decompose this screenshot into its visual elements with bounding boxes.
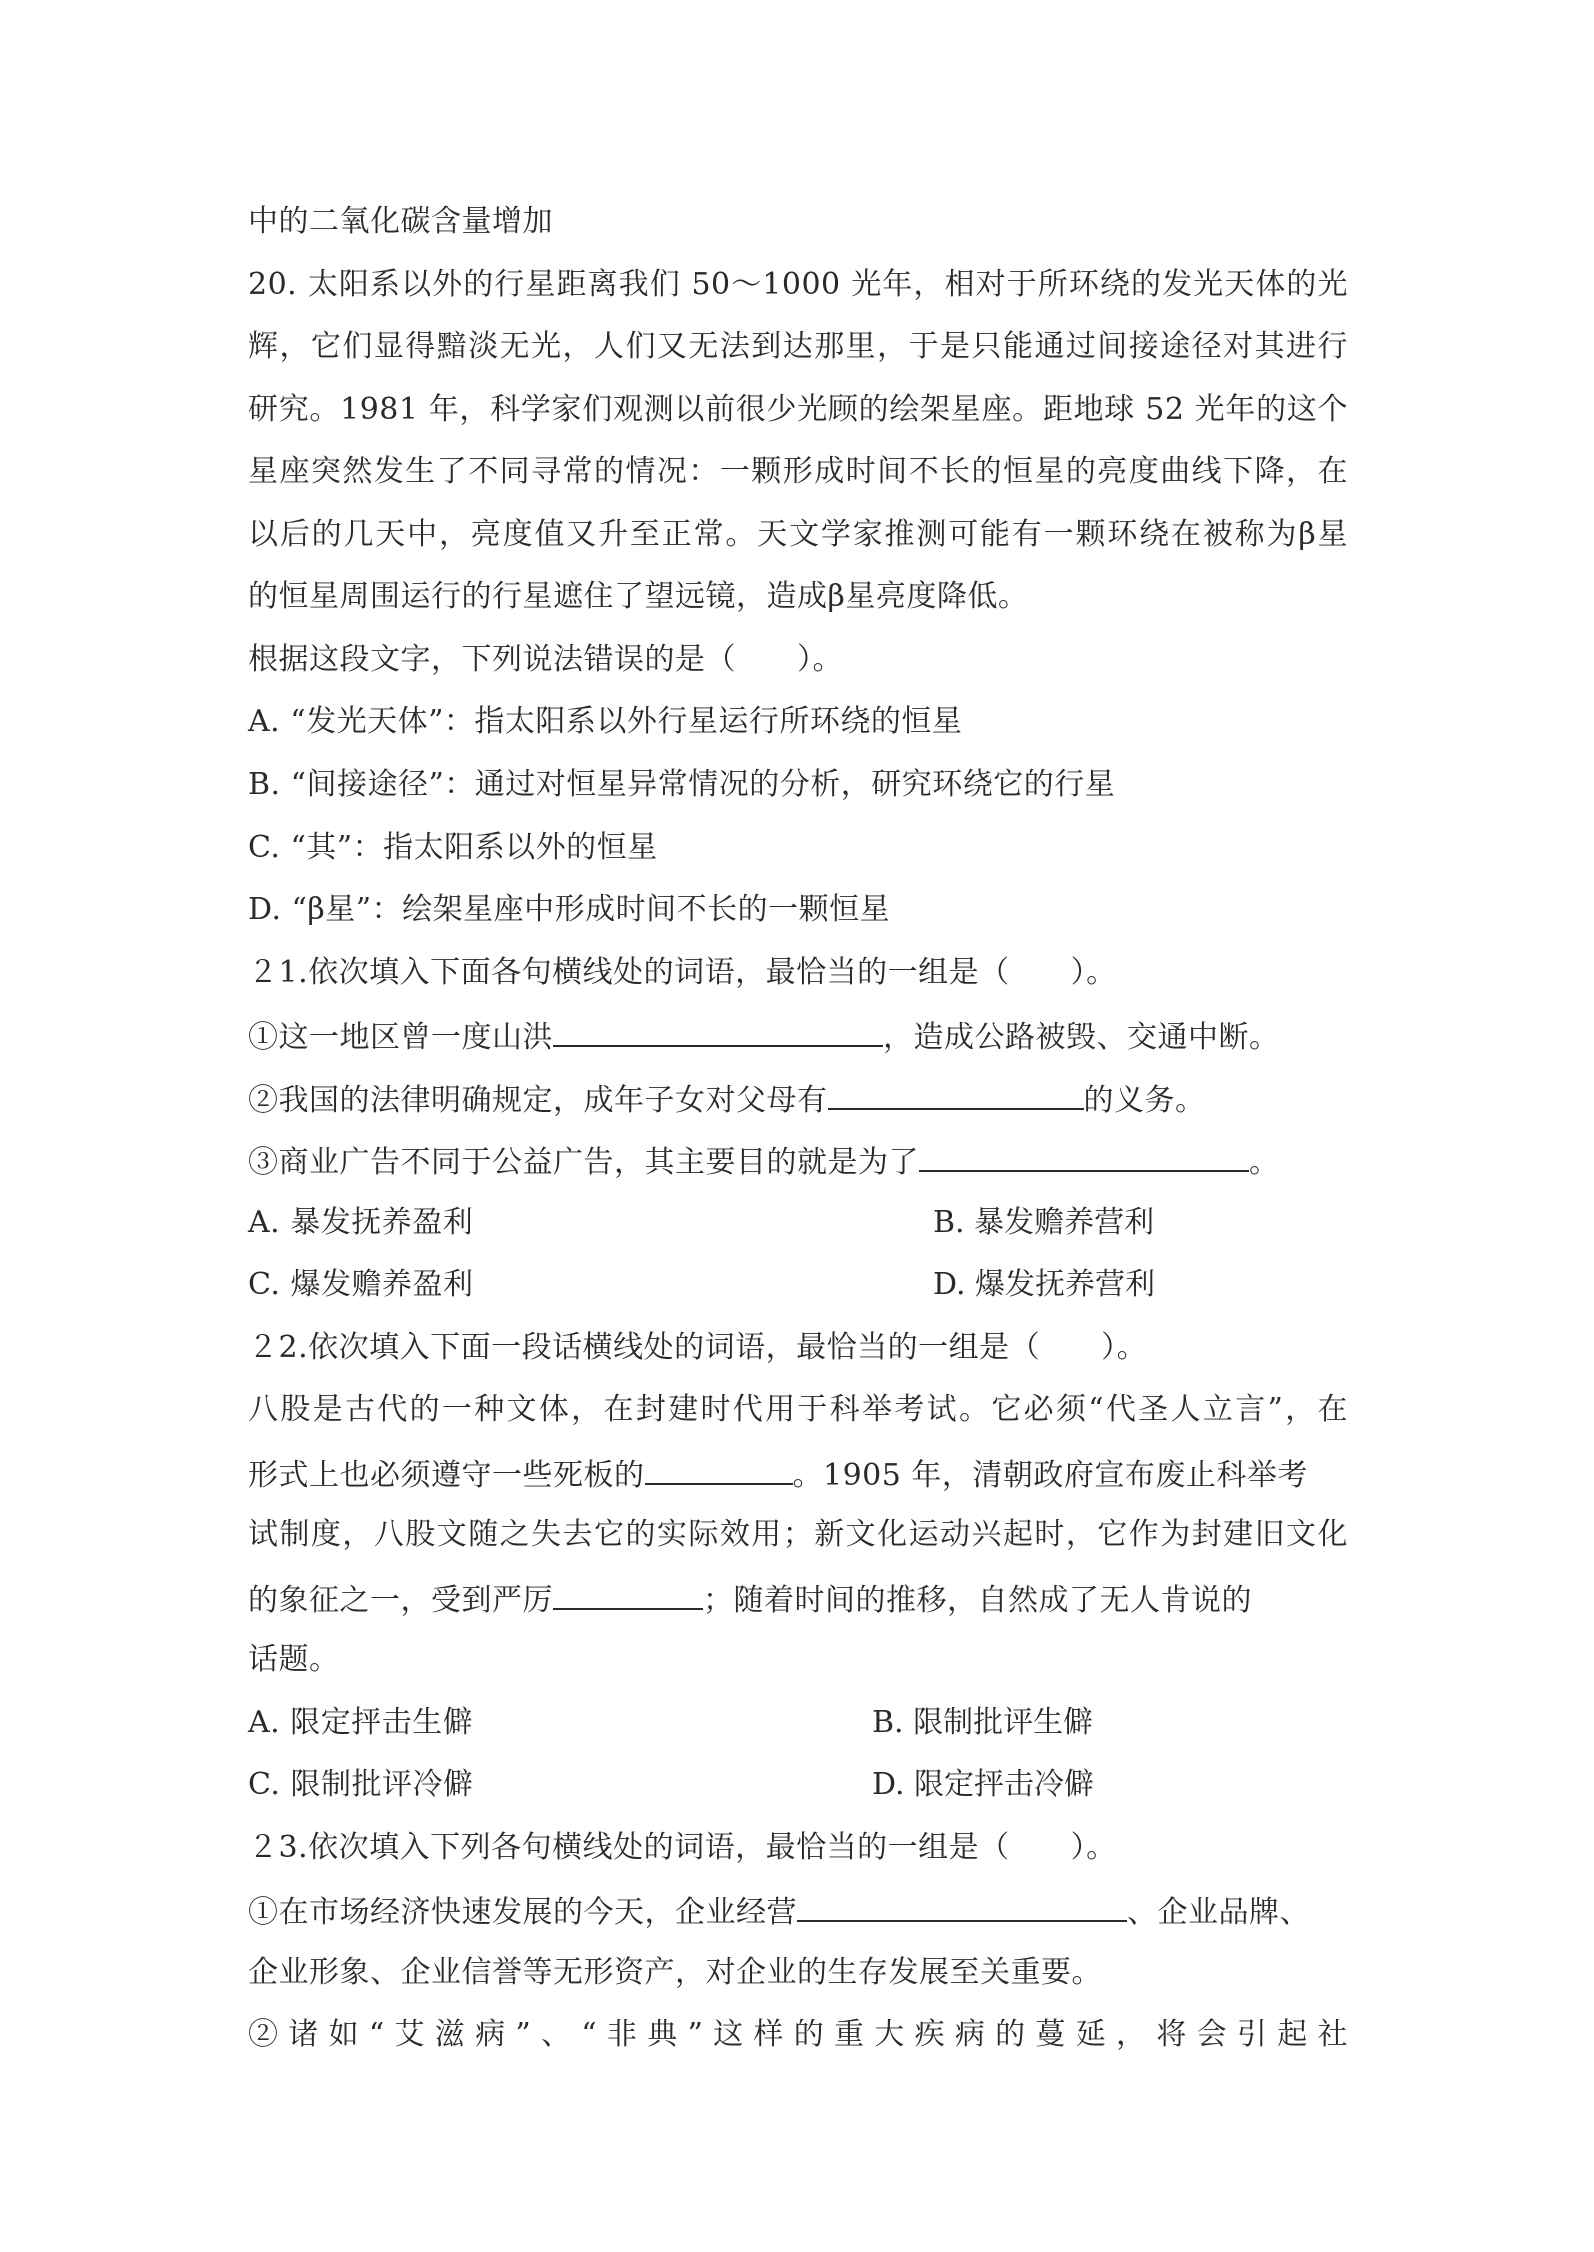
text-line: 星座突然发生了不同寻常的情况：一颗形成时间不长的恒星的亮度曲线下降，在 (248, 454, 1348, 489)
sentence-text: ②我国的法律明确规定，成年子女对父母有 (248, 1083, 828, 1118)
option-d: D. “β星”：绘架星座中形成时间不长的一颗恒星 (248, 892, 891, 927)
text-line: 试制度，八股文随之失去它的实际效用；新文化运动兴起时，它作为封建旧文化 (248, 1517, 1348, 1552)
question-21-stem: ２1.依次填入下面各句横线处的词语，最恰当的一组是（ ）。 (248, 955, 1117, 990)
sentence-1 (248, 1890, 1310, 1933)
option-c: C. “其”：指太阳系以外的恒星 (248, 830, 658, 865)
sentence-text: 形式上也必须遵守一些死板的 (248, 1458, 645, 1493)
sentence-text: ①这一地区曾一度山洪 (248, 1020, 553, 1055)
question-23-stem: ２3.依次填入下列各句横线处的词语，最恰当的一组是（ ）。 (248, 1830, 1117, 1865)
text-line (248, 1578, 1252, 1621)
option-c: C. 爆发赡养盈利 (248, 1267, 474, 1302)
text-line: 话题。 (248, 1642, 340, 1677)
text-line: 以后的几天中，亮度值又升至正常。天文学家推测可能有一颗环绕在被称为β星 (248, 517, 1348, 552)
fill-blank (828, 1078, 1084, 1110)
sentence-3 (248, 1140, 1280, 1183)
sentence-text: 的象征之一，受到严厉 (248, 1583, 553, 1618)
text-line: 中的二氧化碳含量增加 (248, 204, 553, 239)
text-line: 八股是古代的一种文体，在封建时代用于科举考试。它必须“代圣人立言”，在 (248, 1392, 1348, 1427)
sentence-text: 、企业品牌、 (1127, 1895, 1310, 1930)
text-line: 研究。1981 年，科学家们观测以前很少光顾的绘架星座。距地球 52 光年的这个 (248, 392, 1348, 427)
fill-blank (919, 1140, 1249, 1172)
question-20-stem: 根据这段文字，下列说法错误的是（ ）。 (248, 642, 843, 677)
sentence-text: ；随着时间的推移，自然成了无人肯说的 (703, 1583, 1252, 1618)
sentence-2: ②诸如“艾滋病”、“非典”这样的重大疾病的蔓延，将会引起社 (248, 2017, 1348, 2052)
fill-blank (553, 1578, 703, 1610)
question-20-line: 20. 太阳系以外的行星距离我们 50～1000 光年，相对于所环绕的发光天体的光 (248, 267, 1348, 302)
option-b: B. “间接途径”：通过对恒星异常情况的分析，研究环绕它的行星 (248, 767, 1116, 802)
sentence-text: ③商业广告不同于公益广告，其主要目的就是为了 (248, 1145, 919, 1180)
option-c: C. 限制批评冷僻 (248, 1767, 474, 1802)
text-line: 的恒星周围运行的行星遮住了望远镜，造成β星亮度降低。 (248, 579, 1029, 614)
sentence-text: 的义务。 (1083, 1083, 1206, 1118)
text-line: 辉，它们显得黯淡无光，人们又无法到达那里，于是只能通过间接途径对其进行 (248, 329, 1348, 364)
option-a: A. 限定抨击生僻 (248, 1705, 474, 1740)
sentence-text: 。 (1249, 1145, 1280, 1180)
fill-blank (553, 1015, 883, 1047)
option-b: B. 限制批评生僻 (872, 1705, 1094, 1740)
text-line (248, 1453, 1308, 1496)
sentence-text: ①在市场经济快速发展的今天，企业经营 (248, 1895, 797, 1930)
sentence-1 (248, 1015, 1280, 1058)
option-a: A. 暴发抚养盈利 (248, 1205, 474, 1240)
question-22-stem: ２2.依次填入下面一段话横线处的词语，最恰当的一组是（ ）。 (248, 1330, 1148, 1365)
fill-blank (797, 1890, 1127, 1922)
fill-blank (645, 1453, 793, 1485)
text-line: 企业形象、企业信誉等无形资产，对企业的生存发展至关重要。 (248, 1955, 1102, 1990)
option-a: A. “发光天体”：指太阳系以外行星运行所环绕的恒星 (248, 704, 963, 739)
sentence-text: ，造成公路被毁、交通中断。 (883, 1020, 1280, 1055)
sentence-2 (248, 1078, 1206, 1121)
option-b: B. 暴发赡养营利 (933, 1205, 1155, 1240)
option-d: D. 限定抨击冷僻 (872, 1767, 1095, 1802)
sentence-text: 。1905 年，清朝政府宣布废止科举考 (792, 1458, 1308, 1493)
option-d: D. 爆发抚养营利 (933, 1267, 1156, 1302)
